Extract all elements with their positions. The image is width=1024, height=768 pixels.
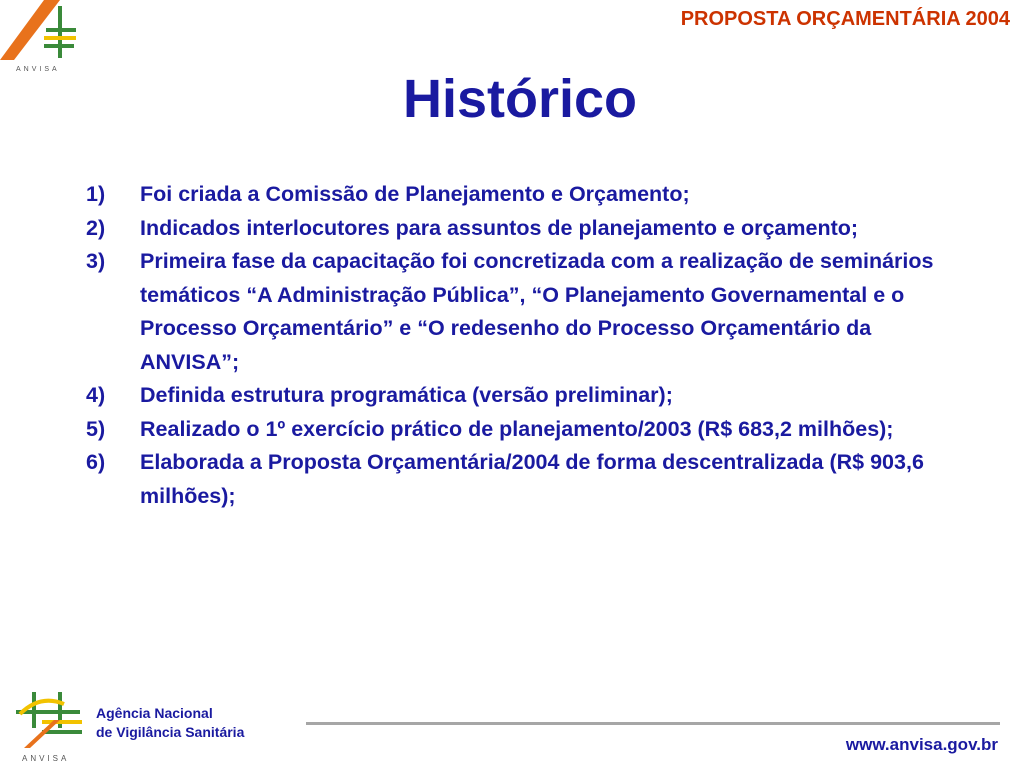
logo-green-bar-lower [44,44,74,48]
list-item [86,245,946,379]
footer-divider [306,722,1000,725]
list-item-text: Elaborada a Proposta Orçamentária/2004 de forma descentralizada (R$ 903,6 milhões); [140,450,924,508]
history-list [86,178,946,513]
list-item-number: 1) [86,182,106,206]
footer-logo-text: ANVISA [22,754,70,763]
list-item-text: Indicados interlocutores para assuntos de planejamento e orçamento; [140,215,859,240]
list-item [86,212,946,246]
list-item-text: Primeira fase da capacitação foi concretizada com a realização de seminários temáticos “A Administração Pública”, “O Planejamento Governamental e o Processo Orçamentário” e “O redesenho do Processo Orçamentário da ANVISA”; [140,249,934,374]
header-title: PROPOSTA ORÇAMENTÁRIA 2004 [680,8,1010,30]
top-logo-text: ANVISA [16,66,60,73]
footer-org-line1: Agência Nacional [96,705,213,721]
list-item [86,413,946,447]
list-item-number: 6) [86,450,106,474]
list-item-number: 3) [86,249,106,273]
list-item-text: Definida estrutura programática (versão preliminar); [140,383,673,407]
list-item [86,446,946,513]
footer-logo-yellow-bar [42,720,82,724]
list-item-text: Foi criada a Comissão de Planejamento e Orçamento; [140,182,690,206]
anvisa-footer-logo-icon [14,690,88,764]
footer-org-name [96,704,244,742]
list-item [86,178,946,212]
list-item [86,379,946,413]
page-title: Histórico [402,69,638,129]
list-item-text: Realizado o 1º exercício prático de planejamento/2003 (R$ 683,2 milhões); [140,416,894,441]
footer-org-line2: de Vigilância Sanitária [96,724,245,740]
list-item-number: 4) [86,383,106,407]
footer-url: www.anvisa.gov.br [845,735,998,754]
list-item-number: 5) [86,416,106,441]
list-item-number: 2) [86,215,106,240]
logo-green-bar-horizontal [46,28,76,32]
logo-yellow-bar [44,36,76,40]
